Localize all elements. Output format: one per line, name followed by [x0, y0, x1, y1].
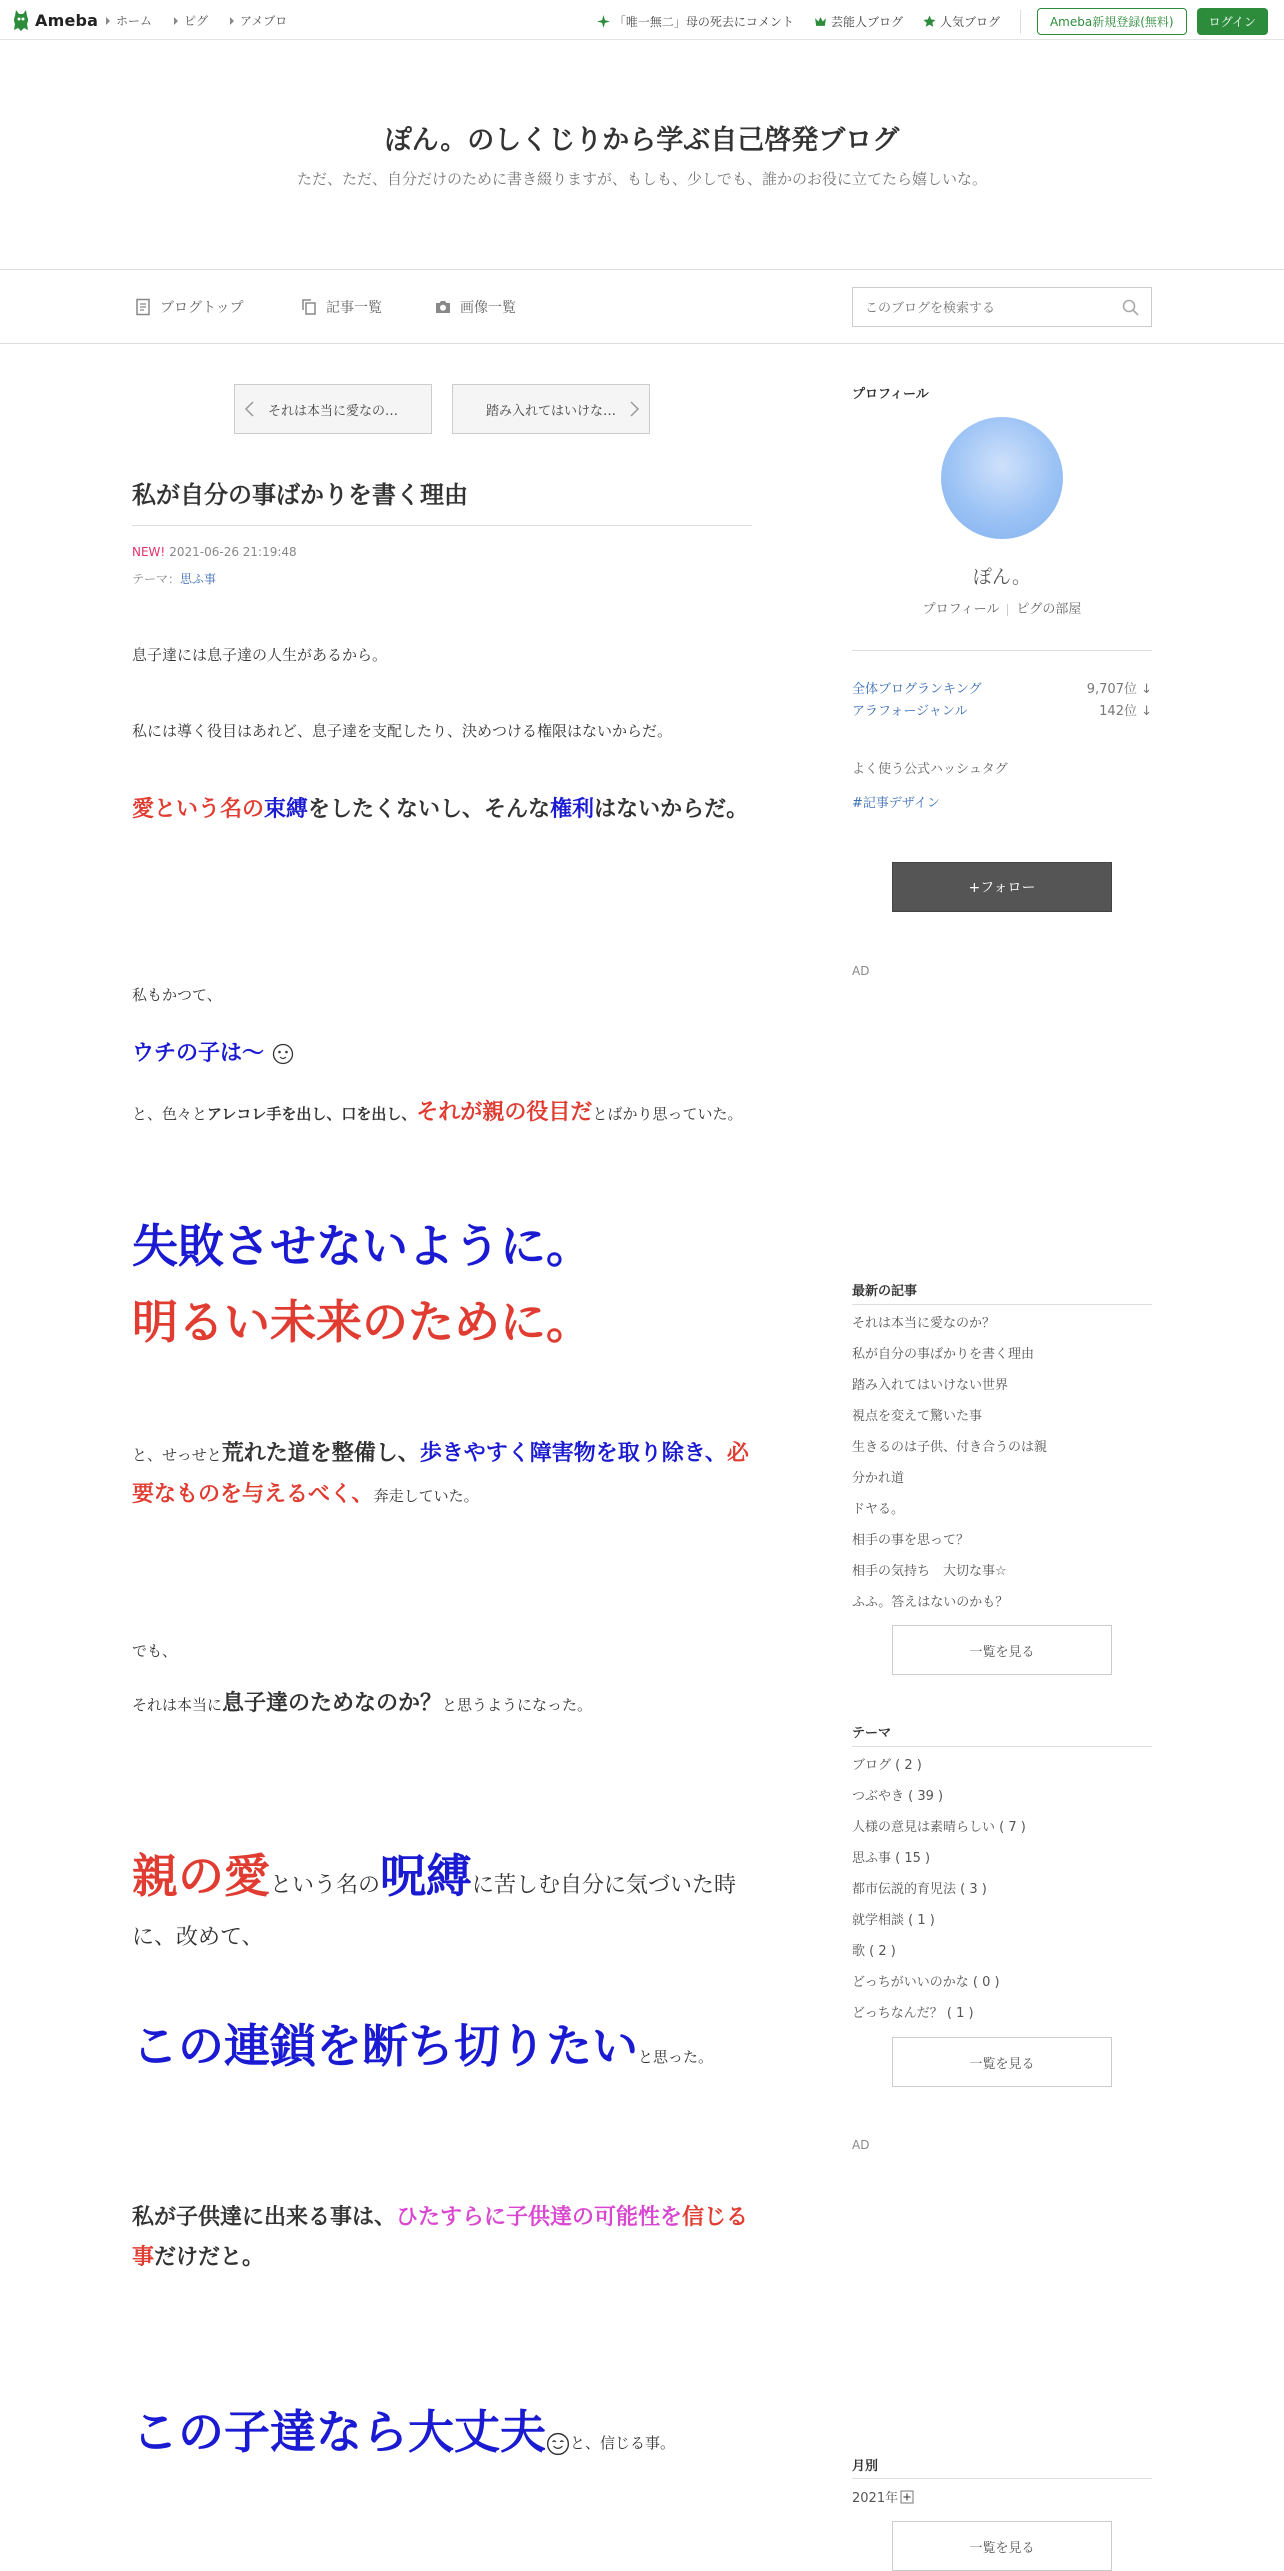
profile-link[interactable]: プロフィール [922, 602, 1000, 617]
article-meta [132, 545, 297, 559]
blog-header [0, 40, 1284, 270]
nav-ameblo[interactable] [230, 12, 287, 29]
triangle-right-icon [230, 17, 234, 25]
search-icon[interactable] [1122, 299, 1139, 316]
ameba-logo[interactable] [12, 7, 98, 33]
paragraph-10: でも、 [132, 1642, 178, 1660]
paragraph-8: 明るい未来のために。 [132, 1295, 592, 1349]
p11-text-2: と思うようになった。 [442, 1696, 593, 1714]
p12-red-text: 親の愛 [132, 1849, 270, 1903]
ad-label: AD [852, 2138, 870, 2152]
prev-entry-label: それは本当に愛なの… [267, 403, 398, 419]
profile-links [852, 598, 1152, 617]
p9-red-text: 必要なものを与えるべく、 [132, 1441, 749, 1507]
paragraph-11 [132, 1686, 757, 1717]
paragraph-13 [132, 2010, 757, 2076]
p9-text: と、せっせと [132, 1446, 222, 1464]
ranking-overall[interactable] [852, 678, 1152, 697]
nav-home-label: ホーム [116, 14, 153, 28]
p9-blue-text: 歩きやすく障害物を取り除き、 [419, 1441, 727, 1466]
blog-top-label: ブログトップ [160, 300, 244, 316]
paragraph-12 [132, 1850, 757, 1964]
next-entry-label: 踏み入れてはいけな… [485, 403, 616, 419]
p6-bold-text: アレコレ手を出し、口を出し、 [207, 1105, 417, 1123]
theme-item[interactable]: 思ふ事 ( 15 ) [852, 1851, 931, 1866]
paragraph-9 [132, 1434, 757, 1516]
p3-text: をしたくないし、そんな [308, 797, 551, 822]
triangle-right-icon [106, 17, 110, 25]
p6-red-text: それが親の役目だ [416, 1100, 593, 1125]
global-nav [106, 12, 287, 29]
theme-label: テーマ： [132, 572, 181, 586]
blog-search [852, 287, 1152, 327]
new-badge: NEW! [132, 545, 166, 559]
popular-blog-label: 人気ブログ [939, 15, 1000, 29]
latest-item[interactable]: それは本当に愛なのか？ [852, 1316, 996, 1331]
latest-heading: 最新の記事 [852, 1284, 918, 1299]
p12-text-2: に苦しむ自分に気づいた時に、改めて、 [132, 1873, 737, 1950]
celeb-blog-label: 芸能人ブログ [830, 15, 903, 29]
article-title: 私が自分の事ばかりを書く理由 [132, 481, 468, 509]
latest-item[interactable]: ドヤる。 [852, 1502, 905, 1517]
nav-pig-label: ピグ [184, 14, 209, 28]
paragraph-4: 私もかつて、 [132, 986, 222, 1004]
theme-item[interactable]: 人様の意見は素晴らしい ( 7 ) [852, 1820, 1026, 1835]
login-button[interactable]: ログイン [1197, 8, 1268, 35]
theme-item[interactable]: 都市伝説的育児法 ( 3 ) [852, 1882, 987, 1897]
paragraph-15 [132, 2396, 757, 2462]
article-theme [132, 570, 216, 587]
crown-icon [814, 15, 827, 28]
entry-list-link[interactable] [300, 297, 382, 317]
ranking-genre-label: アラフォージャンル [852, 704, 968, 719]
header-divider [1020, 10, 1021, 34]
ranking-genre[interactable] [852, 700, 1152, 719]
p13-blue-text: この連鎖を断ち切りたい [132, 2019, 638, 2073]
title-divider [132, 525, 752, 526]
triangle-right-icon [174, 17, 178, 25]
follow-button[interactable]: +フォロー [892, 862, 1112, 912]
prev-entry-button[interactable] [234, 384, 432, 434]
camera-icon [434, 298, 452, 316]
paragraph-2: 私には導く役目はあれど、息子達を支配したり、決めつける権限はないからだ。 [132, 722, 673, 740]
latest-item[interactable]: 私が自分の事ばかりを書く理由 [852, 1347, 1035, 1362]
logo-text: Ameba [35, 10, 99, 30]
celeb-blog-link[interactable] [814, 13, 903, 30]
pig-room-link[interactable]: ピグの部屋 [1016, 602, 1082, 617]
theme-divider [852, 1746, 1152, 1747]
profile-divider [852, 650, 1152, 651]
theme-item[interactable]: どっちがいいのかな ( 0 ) [852, 1975, 1000, 1990]
p12-blue-text: 呪縛 [380, 1849, 473, 1903]
profile-name: ぽん。 [972, 566, 1032, 588]
latest-divider [852, 1304, 1152, 1305]
ad-label: AD [852, 964, 870, 978]
monthly-heading: 月別 [852, 2459, 879, 2474]
face-emoji-icon [272, 1043, 294, 1065]
latest-item[interactable]: 分かれ道 [852, 1471, 905, 1486]
profile-heading: プロフィール [852, 387, 929, 402]
latest-see-all-button[interactable]: 一覧を見る [892, 1625, 1112, 1675]
p11-bold-text: 息子達のためなのか？ [222, 1691, 443, 1716]
paragraph-1: 息子達には息子達の人生があるから。 [132, 646, 388, 664]
hashtag-heading: よく使う公式ハッシュタグ [852, 762, 1008, 777]
nav-ameblo-label: アメブロ [240, 14, 288, 28]
p3-blue-text-2: 権利 [550, 797, 595, 822]
document-icon [134, 298, 152, 316]
chevron-right-icon [629, 401, 641, 417]
p15-text: と、信じる事。 [570, 2434, 676, 2452]
global-header [0, 0, 1284, 40]
latest-item[interactable]: ふふ。答えはないのかも？ [852, 1595, 1009, 1610]
plus-box-icon [900, 2490, 914, 2504]
register-button[interactable]: Ameba新規登録(無料) [1037, 8, 1187, 35]
monthly-divider [852, 2478, 1152, 2479]
p11-text: それは本当に [132, 1696, 223, 1714]
p3-blue-text: 束縛 [264, 797, 309, 822]
ranking-overall-value: 9,707位 ↓ [1086, 682, 1152, 697]
theme-item[interactable]: 歌 ( 2 ) [852, 1944, 896, 1959]
nav-pig[interactable] [174, 12, 208, 29]
next-entry-button[interactable] [452, 384, 650, 434]
avatar[interactable] [941, 417, 1063, 539]
paragraph-3 [132, 790, 757, 830]
theme-item[interactable]: 就学相談 ( 1 ) [852, 1913, 935, 1928]
article-datetime: 2021-06-26 21:19:48 [169, 545, 297, 559]
p14-pink-text: ひたすらに子供達の可能性を [396, 2205, 683, 2230]
copy-icon [300, 298, 318, 316]
p14-red-text: 信じる事 [132, 2205, 749, 2270]
ranking-genre-value: 142位 ↓ [1099, 704, 1152, 719]
entry-list-label: 記事一覧 [326, 300, 382, 316]
ranking-overall-label: 全体ブログランキング [852, 682, 982, 697]
header-right [597, 8, 1268, 35]
paragraph-6 [132, 1098, 757, 1129]
p5-text: ウチの子は〜 [132, 1041, 265, 1066]
sparkle-icon [597, 15, 610, 28]
paragraph-5 [132, 1036, 757, 1067]
nav-home[interactable] [106, 12, 152, 29]
link-divider [1007, 604, 1008, 616]
latest-item[interactable]: 視点を変えて驚いた事 [852, 1409, 983, 1424]
p14-text-2: だけだと。 [154, 2245, 265, 2270]
theme-heading: テーマ [852, 1726, 892, 1741]
p6-text: と、色々と [132, 1105, 208, 1123]
p3-red-text: 愛という名の [132, 797, 265, 822]
p9-bold-text: 荒れた道を整備し、 [221, 1441, 420, 1466]
chevron-left-icon [243, 401, 255, 417]
p14-text: 私が子供達に出来る事は、 [132, 2205, 397, 2230]
p12-text: という名の [270, 1873, 381, 1898]
monthly-see-all-button[interactable]: 一覧を見る [892, 2521, 1112, 2571]
theme-item[interactable]: どっちなんだ？ ( 1 ) [852, 2006, 974, 2021]
latest-item[interactable]: 相手の事を思って？ [852, 1533, 970, 1548]
popular-blog-link[interactable] [923, 13, 1000, 30]
p15-blue-text: この子達なら大丈夫 [132, 2405, 546, 2459]
paragraph-7: 失敗させないように。 [132, 1219, 592, 1273]
image-list-label: 画像一覧 [460, 300, 516, 316]
theme-see-all-button[interactable]: 一覧を見る [892, 2037, 1112, 2087]
latest-item[interactable]: 踏み入れてはいけない世界 [852, 1378, 1009, 1393]
blog-top-link[interactable] [134, 297, 244, 317]
latest-item[interactable]: 生きるのは子供、付き合うのは親 [852, 1440, 1048, 1455]
news-comment-label: 「唯一無二」母の死去にコメント [613, 15, 794, 29]
p3-text-2: はないからだ。 [594, 797, 749, 822]
news-comment-link[interactable] [597, 13, 794, 30]
theme-item[interactable]: つぶやき ( 39 ) [852, 1789, 944, 1804]
p9-text-2: 奔走していた。 [373, 1487, 479, 1505]
year-label: 2021年 [852, 2491, 899, 2506]
blog-description: ただ、ただ、自分だけのために書き綴りますが、もしも、少しでも、誰かのお役に立てたら嬉しいな。 [296, 170, 987, 188]
hashtag-link[interactable]: #記事デザイン [852, 796, 940, 811]
latest-item[interactable]: 相手の気持ち 大切な事☆ [852, 1564, 1007, 1579]
search-input[interactable] [863, 297, 1107, 319]
ameba-mascot-icon [12, 8, 30, 32]
theme-link[interactable]: 思ふ事 [180, 572, 217, 586]
paragraph-14 [132, 2198, 757, 2278]
blog-title[interactable]: ぽん。のしくじりから学ぶ自己啓発ブログ [384, 125, 900, 156]
year-toggle[interactable] [852, 2487, 914, 2506]
p6-text-2: とばかり思っていた。 [592, 1105, 743, 1123]
star-icon [923, 15, 936, 28]
p13-text: と思った。 [638, 2048, 714, 2066]
smile-emoji-icon [546, 2432, 570, 2456]
blog-subnav [0, 270, 1284, 344]
theme-item[interactable]: ブログ ( 2 ) [852, 1758, 922, 1773]
image-list-link[interactable] [434, 297, 516, 317]
